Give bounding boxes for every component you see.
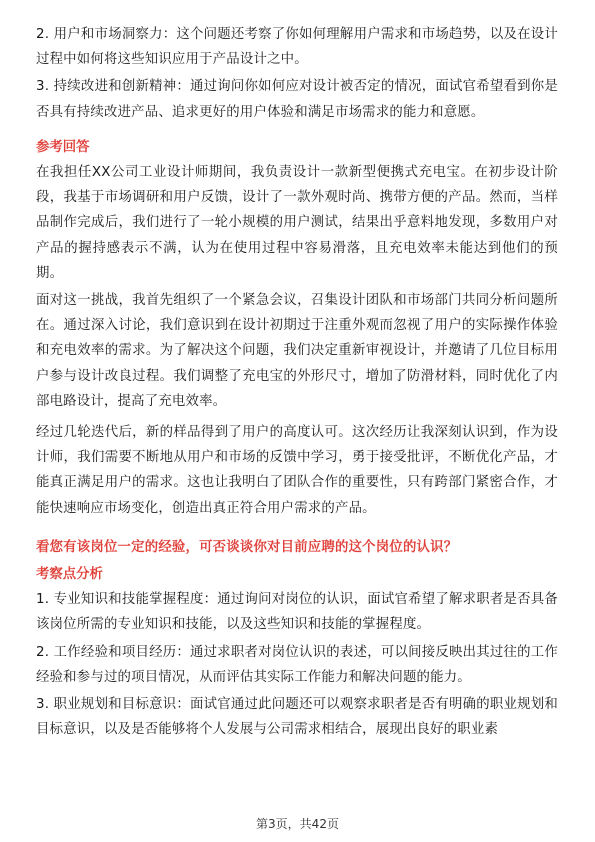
point-user-market-insight: 2. 用户和市场洞察力：这个问题还考察了你如何理解用户需求和市场趋势，以及在设计过程中如何将这些知识应用于产品设计之中。 [36, 27, 558, 68]
analysis-point-2: 2. 工作经验和项目经历：通过求职者对岗位认识的表述，可以间接反映出其过往的工作经验和参与过的项目情况，从而评估其实际工作能力和解决问题的能力。 [36, 644, 558, 685]
analysis-heading: 考察点分析 [36, 567, 103, 583]
analysis-point-1: 1. 专业知识和技能掌握程度：通过询问对岗位的认识，面试官希望了解求职者是否具备该岗位所需的专业知识和技能，以及这些知识和技能的掌握程度。 [36, 592, 558, 633]
point-continuous-improvement: 3. 持续改进和创新精神：通过询问你如何应对设计被否定的情况，面试官希望看到你是否具有持续改进产品、追求更好的用户体验和满足市场需求的能力和意愿。 [36, 79, 558, 120]
answer-paragraph-3: 经过几轮迭代后，新的样品得到了用户的高度认可。这次经历让我深刻认识到，作为设计师，我们需要不断地从用户和市场的反馈中学习，勇于接受批评，不断优化产品，才能真正满足用户的需求。这也让我明白了团队合作的重要性，只有跨部门紧密合作，才能快速响应市场变化，创造出真正符合用户需求的产品。 [36, 425, 558, 516]
analysis-point-3: 3. 职业规划和目标意识：面试官通过此问题还可以观察求职者是否有明确的职业规划和目标意识，以及是否能够将个人发展与公司需求相结合，展现出良好的职业素 [36, 697, 558, 738]
page-number-footer: 第3页，共42页 [256, 817, 339, 831]
answer-paragraph-1: 在我担任XX公司工业设计师期间，我负责设计一款新型便携式充电宝。在初步设计阶段，我基于市场调研和用户反馈，设计了一款外观时尚、携带方便的产品。然而，当样品制作完成后，我们进行了一轮小规模的用户测试，结果出乎意料地发现，多数用户对产品的握持感表示不满，认为在使用过程中容易滑落，且充电效率未能达到他们的预期。 [36, 165, 558, 281]
answer-heading: 参考回答 [36, 139, 90, 155]
question-heading: 看您有该岗位一定的经验，可否谈谈你对目前应聘的这个岗位的认识？ [36, 539, 458, 555]
answer-paragraph-2: 面对这一挑战，我首先组织了一个紧急会议，召集设计团队和市场部门共同分析问题所在。通过深入讨论，我们意识到在设计初期过于注重外观而忽视了用户的实际操作体验和充电效率的需求。为了解决这个问题，我们决定重新审视设计，并邀请了几位目标用户参与设计改良过程。我们调整了充电宝的外形尺寸，增加了防滑材料，同时优化了内部电路设计，提高了充电效率。 [36, 293, 558, 409]
page-content [36, 22, 558, 742]
